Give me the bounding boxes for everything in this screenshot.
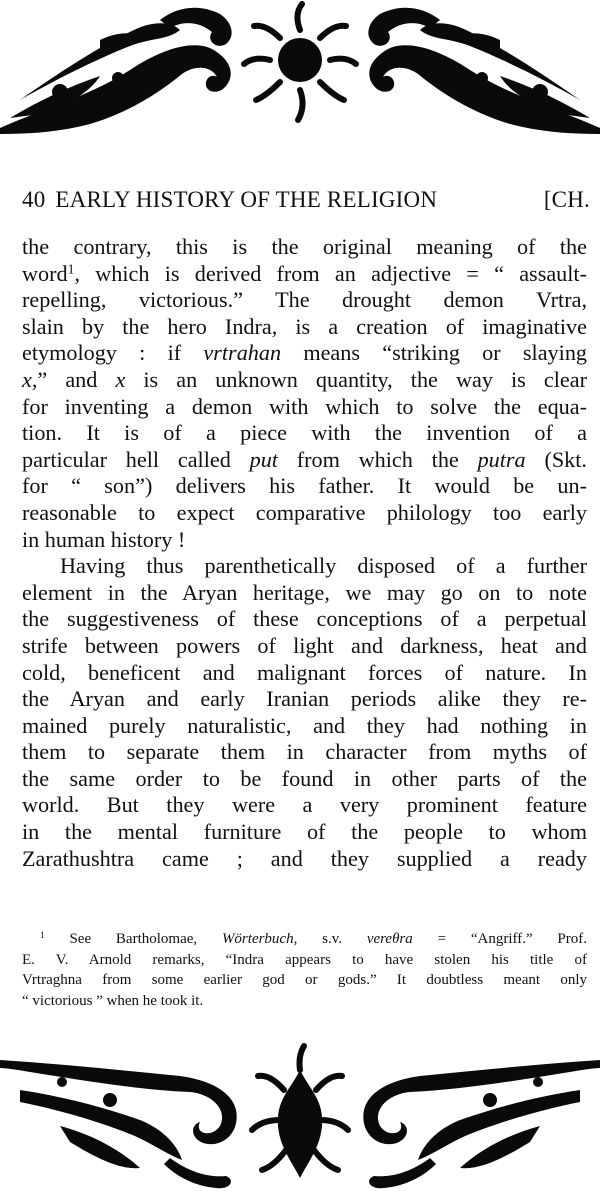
- text-line: the contrary, this is the original meaning of the: [22, 234, 587, 259]
- text-line: in the mental furniture of the people to whom: [22, 819, 587, 845]
- text-line: Having thus parenthetically disposed of a further: [60, 553, 587, 579]
- text-line: slain by the hero Indra, is a creation of imaginative: [22, 313, 587, 339]
- text-line: element in the Aryan heritage, we may go on to note: [22, 579, 587, 605]
- text-line: strife between powers of light and darkness, heat and: [22, 632, 587, 658]
- body-text: [22, 234, 587, 872]
- text-line: cold, beneficent and malignant forces of nature. In: [22, 659, 587, 685]
- footnote-ref: 1: [67, 261, 75, 277]
- text-line: the Aryan and early Iranian periods alike they re-: [22, 686, 587, 712]
- paragraph: [22, 553, 587, 872]
- text-line: x,” and x is an unknown quantity, the way is clear: [22, 366, 587, 392]
- text-line: them to separate them in character from myths of: [22, 739, 587, 765]
- chapter-marker: [CH.: [543, 187, 590, 212]
- footnote-line: E. V. Arnold remarks, “Indra appears to have stolen his title of: [22, 951, 587, 968]
- text-line: the same order to be found in other parts of the: [22, 765, 587, 791]
- text-line: mained purely naturalistic, and they had nothing in: [22, 712, 587, 738]
- text-line: reasonable to expect comparative philology too early: [22, 499, 587, 525]
- bottom-ornament: [0, 1030, 600, 1193]
- footnote-line: Vrtraghna from some earlier god or gods.” It doubtless meant only: [22, 972, 587, 988]
- running-header: [22, 183, 590, 217]
- running-title: EARLY HISTORY OF THE RELIGION: [55, 187, 438, 212]
- footnote: [22, 929, 587, 1011]
- text-line: repelling, victorious.” The drought demon Vrtra,: [22, 287, 587, 313]
- text-line: particular hell called put from which the putra (Skt.: [22, 446, 587, 472]
- text-line: in human history !: [22, 526, 186, 552]
- text-line: tion. It is of a piece with the invention of a: [22, 420, 587, 446]
- text-line: etymology : if vrtrahan means “striking or slaying: [22, 340, 588, 366]
- top-ornament: [0, 0, 600, 140]
- text-line: world. But they were a very prominent feature: [22, 792, 587, 818]
- footnote-line: $^1$ See Bartholomae, Wörterbuch, s.v. vereθra = “Angriff.” Prof.: [40, 930, 587, 947]
- text-line: Zarathushtra came ; and they supplied a ready: [22, 845, 587, 871]
- footnote-line: “ victorious ” when he took it.: [22, 992, 204, 1009]
- text-line: word$^1$, which is derived from an adjective = “ assault-: [22, 260, 587, 286]
- paragraph: [22, 234, 587, 553]
- text-line: for inventing a demon with which to solve the equa-: [22, 393, 587, 419]
- text-line: the suggestiveness of these conceptions of a perpetual: [22, 606, 587, 632]
- footnote-marker: 1: [40, 930, 45, 941]
- page-number: 40: [22, 187, 46, 212]
- text-line: for “ son”) delivers his father. It would be un-: [22, 473, 587, 499]
